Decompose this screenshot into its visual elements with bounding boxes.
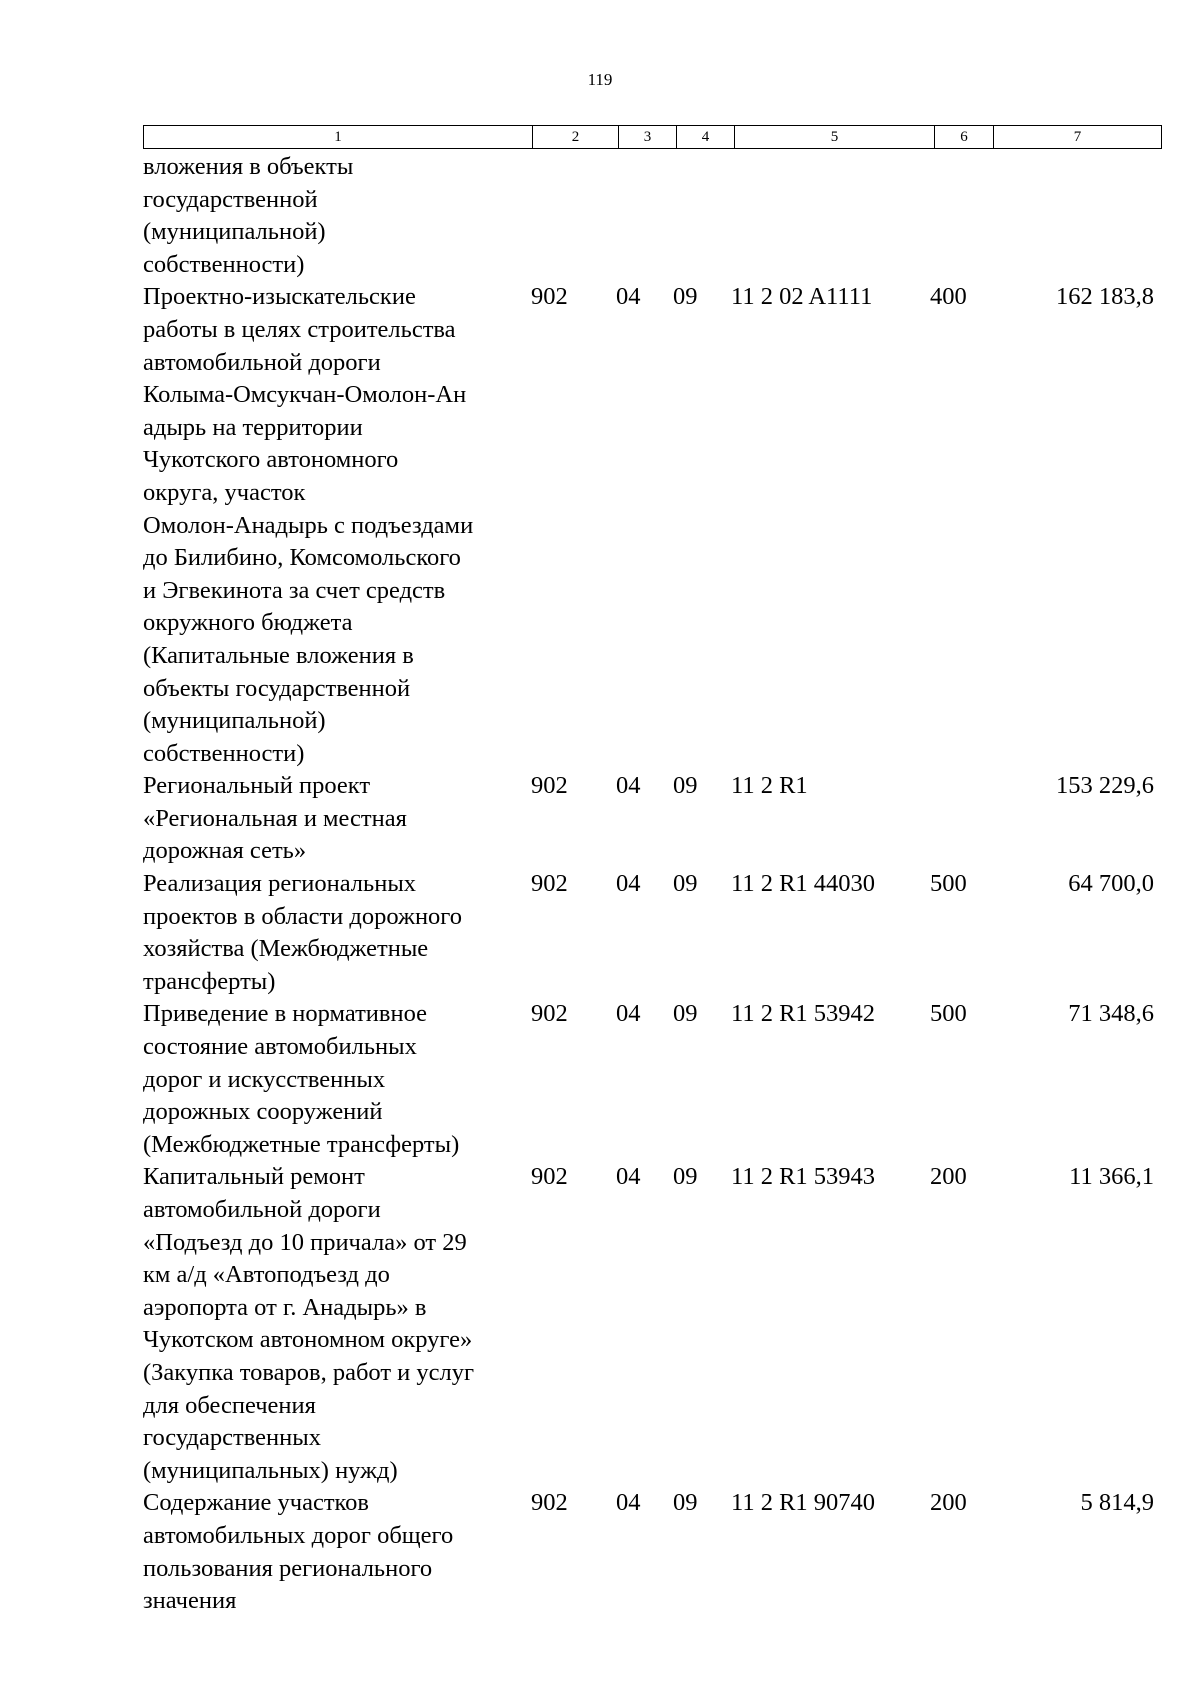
- target-article-code: 11 2 R1 53942: [731, 1000, 876, 1028]
- row-name: [143, 868, 528, 998]
- subsection-code: 09: [673, 870, 698, 898]
- row-name-line: округа, участок: [143, 478, 306, 506]
- row-name-line: Приведение в нормативное: [143, 1000, 428, 1028]
- page-number: 119: [587, 70, 613, 89]
- row-name-line: состояние автомобильных: [143, 1033, 417, 1061]
- ministry-code: 902: [531, 283, 568, 311]
- row-name-line: Региональный проект: [143, 772, 371, 800]
- amount: 162 183,8: [1056, 283, 1154, 311]
- row-name-line: объекты государственной: [143, 674, 411, 702]
- table-row: [143, 1161, 1154, 1487]
- subsection-code: 09: [673, 1000, 698, 1028]
- expense-type-code: 200: [930, 1489, 967, 1517]
- amount: 11 366,1: [1069, 1163, 1154, 1191]
- row-name-line: (муниципальной): [143, 707, 326, 735]
- row-name-line: пользования регионального: [143, 1554, 433, 1582]
- row-name-line: аэропорта от г. Анадырь» в: [143, 1293, 427, 1321]
- row-name-line: Реализация региональных: [143, 870, 417, 898]
- header-col-4: 4: [677, 126, 735, 149]
- row-name-line: работы в целях строительства: [143, 315, 456, 343]
- row-name-line: государственной: [143, 185, 318, 213]
- ministry-code: 902: [531, 870, 568, 898]
- target-article-code: 11 2 02 A1111: [731, 283, 873, 311]
- subsection-code: 09: [673, 283, 698, 311]
- budget-table-body: [143, 151, 1154, 1618]
- row-name-line: Чукотском автономном округе»: [143, 1326, 473, 1354]
- row-name-line: значения: [143, 1587, 237, 1615]
- section-code: 04: [616, 1163, 641, 1191]
- row-name-line: трансферты): [143, 967, 276, 995]
- row-name-line: окружного бюджета: [143, 609, 353, 637]
- row-name-line: (Межбюджетные трансферты): [143, 1130, 460, 1158]
- column-number-header: [143, 125, 1162, 149]
- row-name-line: собственности): [143, 739, 305, 767]
- section-code: 04: [616, 283, 641, 311]
- ministry-code: 902: [531, 1489, 568, 1517]
- header-col-7: 7: [994, 126, 1162, 149]
- section-code: 04: [616, 870, 641, 898]
- row-name: [143, 1487, 528, 1617]
- header-col-1: 1: [144, 126, 533, 149]
- row-name-line: до Билибино, Комсомольского: [143, 544, 461, 572]
- ministry-code: 902: [531, 1000, 568, 1028]
- section-code: 04: [616, 1000, 641, 1028]
- amount: 5 814,9: [1080, 1489, 1154, 1517]
- row-name-line: автомобильной дороги: [143, 348, 381, 376]
- table-row: [143, 1487, 1154, 1617]
- table-row: [143, 998, 1154, 1161]
- row-name-line: и Эгвекинота за счет средств: [143, 576, 446, 604]
- ministry-code: 902: [531, 772, 568, 800]
- row-name-line: «Региональная и местная: [143, 804, 407, 832]
- row-name-line: (Капитальные вложения в: [143, 641, 414, 669]
- ministry-code: 902: [531, 1163, 568, 1191]
- row-name-line: дорожных сооружений: [143, 1098, 383, 1126]
- table-row: [143, 281, 1154, 770]
- row-name-line: Капитальный ремонт: [143, 1163, 365, 1191]
- row-name-line: автомобильной дороги: [143, 1196, 381, 1223]
- row-name-line: автомобильных дорог общего: [143, 1521, 454, 1549]
- row-name-line: проектов в области дорожного: [143, 902, 462, 930]
- target-article-code: 11 2 R1 53943: [731, 1163, 876, 1191]
- header-col-6: 6: [935, 126, 994, 149]
- table-row: [143, 770, 1154, 868]
- row-name: [143, 151, 528, 281]
- row-name-line: (муниципальной): [143, 218, 326, 246]
- amount: 64 700,0: [1068, 870, 1154, 898]
- row-name: [143, 281, 528, 770]
- expense-type-code: 500: [930, 870, 967, 898]
- table-row: [143, 151, 1154, 281]
- target-article-code: 11 2 R1: [731, 772, 808, 800]
- row-name-line: собственности): [143, 250, 305, 278]
- row-name-line: адырь на территории: [143, 413, 363, 441]
- subsection-code: 09: [673, 1489, 698, 1517]
- expense-type-code: 400: [930, 283, 967, 311]
- row-name-line: дорог и искусственных: [143, 1065, 386, 1093]
- row-name-line: для обеспечения: [143, 1391, 316, 1419]
- section-code: 04: [616, 1489, 641, 1517]
- header-col-3: 3: [619, 126, 677, 149]
- row-name: [143, 998, 528, 1161]
- expense-type-code: 500: [930, 1000, 967, 1028]
- section-code: 04: [616, 772, 641, 800]
- row-name-line: государственных: [143, 1424, 321, 1452]
- row-name-line: Содержание участков: [143, 1489, 370, 1517]
- row-name-line: «Подъезд до 10 причала» от 29: [143, 1228, 467, 1256]
- table-row: [143, 868, 1154, 998]
- row-name: [143, 770, 528, 868]
- row-name-line: вложения в объекты: [143, 153, 354, 180]
- expense-type-code: 200: [930, 1163, 967, 1191]
- target-article-code: 11 2 R1 90740: [731, 1489, 876, 1517]
- row-name: [143, 1161, 528, 1487]
- row-name-line: Чукотского автономного: [143, 446, 399, 474]
- subsection-code: 09: [673, 1163, 698, 1191]
- header-col-2: 2: [533, 126, 619, 149]
- row-name-line: Колыма-Омсукчан-Омолон-Ан: [143, 381, 467, 409]
- row-name-line: хозяйства (Межбюджетные: [143, 935, 429, 963]
- amount: 71 348,6: [1068, 1000, 1154, 1028]
- row-name-line: Омолон-Анадырь с подъездами: [143, 511, 474, 539]
- row-name-line: км а/д «Автоподъезд до: [143, 1261, 390, 1289]
- subsection-code: 09: [673, 772, 698, 800]
- row-name-line: Проектно-изыскательские: [143, 283, 416, 311]
- amount: 153 229,6: [1056, 772, 1154, 800]
- row-name-line: дорожная сеть»: [143, 837, 307, 865]
- target-article-code: 11 2 R1 44030: [731, 870, 876, 898]
- header-col-5: 5: [735, 126, 935, 149]
- row-name-line: (муниципальных) нужд): [143, 1456, 398, 1484]
- row-name-line: (Закупка товаров, работ и услуг: [143, 1358, 475, 1386]
